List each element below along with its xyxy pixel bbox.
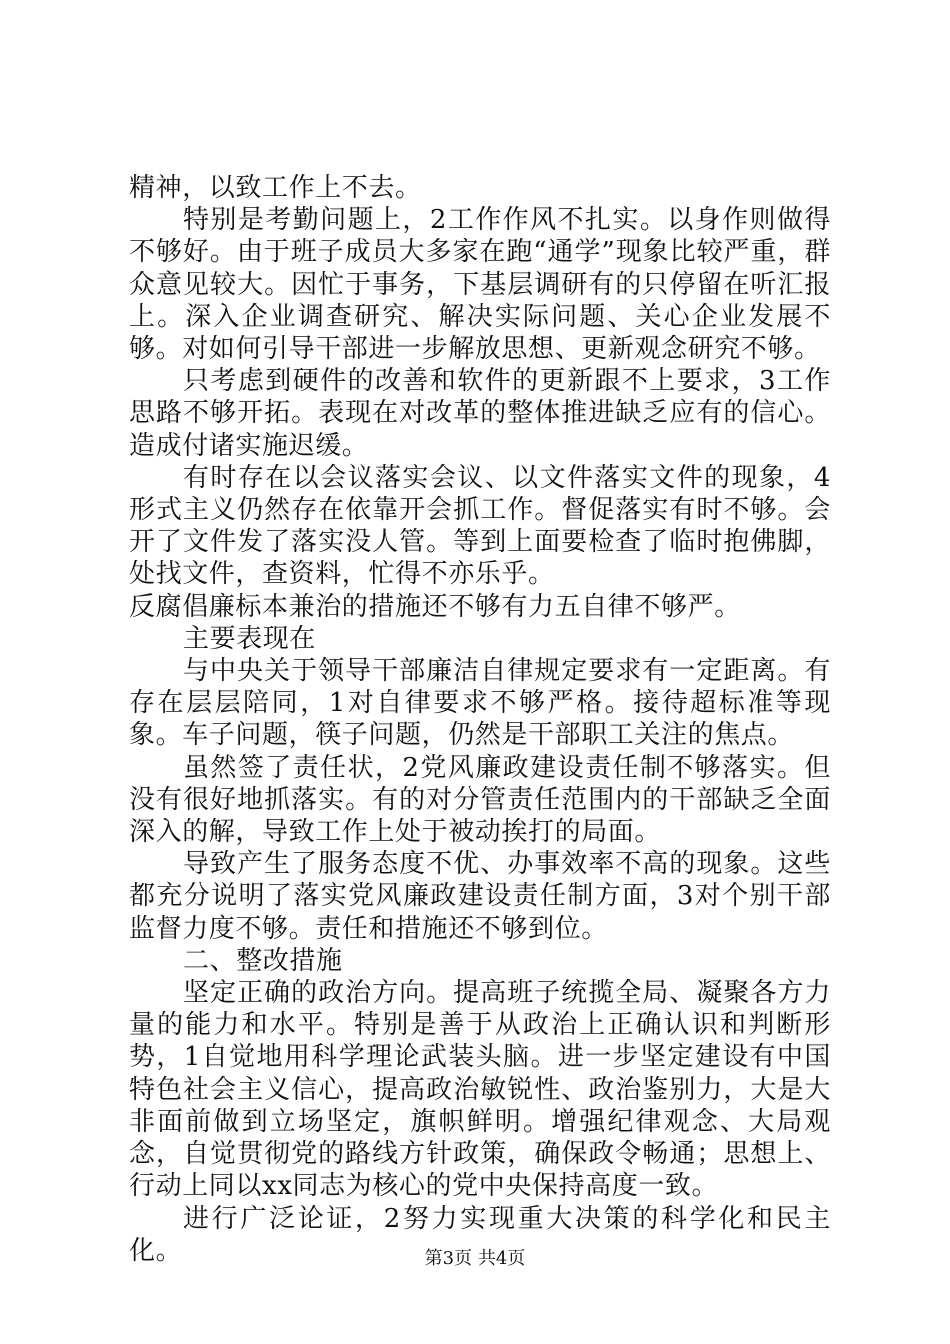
paragraph: 特别是考勤问题上，2工作作风不扎实。以身作则做得不够好。由于班子成员大多家在跑“通学”现象比较严重，群众意见较大。因忙于事务，下基层调研有的只停留在听汇报上。深入企业调查研究、解决实际问题、关心企业发展不够。对如何引导干部进一步解放思想、更新观念研究不够。 — [129, 205, 831, 365]
paragraph: 与中央关于领导干部廉洁自律规定要求有一定距离。有存在层层陪同，1对自律要求不够严格。接待超标准等现象。车子问题，筷子问题，仍然是干部职工关注的焦点。 — [129, 656, 831, 751]
paragraph: 只考虑到硬件的改善和软件的更新跟不上要求，3工作思路不够开拓。表现在对改革的整体推进缺乏应有的信心。造成付诸实施迟缓。 — [129, 366, 831, 461]
paragraph: 有时存在以会议落实会议、以文件落实文件的现象，4形式主义仍然存在依靠开会抓工作。督促落实有时不够。会开了文件发了落实没人管。等到上面要检查了临时抱佛脚，处找文件，查资料，忙得不亦乐乎。 — [129, 462, 831, 590]
document-body — [129, 172, 831, 1267]
paragraph: 导致产生了服务态度不优、办事效率不高的现象。这些都充分说明了落实党风廉政建设责任制方面，3对个别干部监督力度不够。责任和措施还不够到位。 — [129, 849, 831, 944]
section-heading: 二、整改措施 — [183, 945, 343, 976]
paragraph: 进行广泛论证，2努力实现重大决策的科学化和民主化。 — [129, 1203, 831, 1266]
paragraph: 反腐倡廉标本兼治的措施还不够有力五自律不够严。 — [129, 591, 741, 622]
page-number-footer: 第3页 共4页 — [424, 1248, 526, 1269]
paragraph: 虽然签了责任状，2党风廉政建设责任制不够落实。但没有很好地抓落实。有的对分管责任范围内的干部缺乏全面深入的解，导致工作上处于被动挨打的局面。 — [129, 752, 831, 848]
paragraph: 精神，以致工作上不去。 — [129, 173, 422, 203]
paragraph: 坚定正确的政治方向。提高班子统揽全局、凝聚各方力量的能力和水平。特别是善于从政治上正确认识和判断形势，1自觉地用科学理论武装头脑。进一步坚定建设有中国特色社会主义信心，提高政治敏锐性、政治鉴别力，大是大非面前做到立场坚定，旗帜鲜明。增强纪律观念、大局观念，自觉贯彻党的路线方针政策，确保政令畅通；思想上、行动上同以xx同志为核心的党中央保持高度一致。 — [129, 978, 831, 1202]
paragraph: 主要表现在 — [183, 623, 317, 654]
